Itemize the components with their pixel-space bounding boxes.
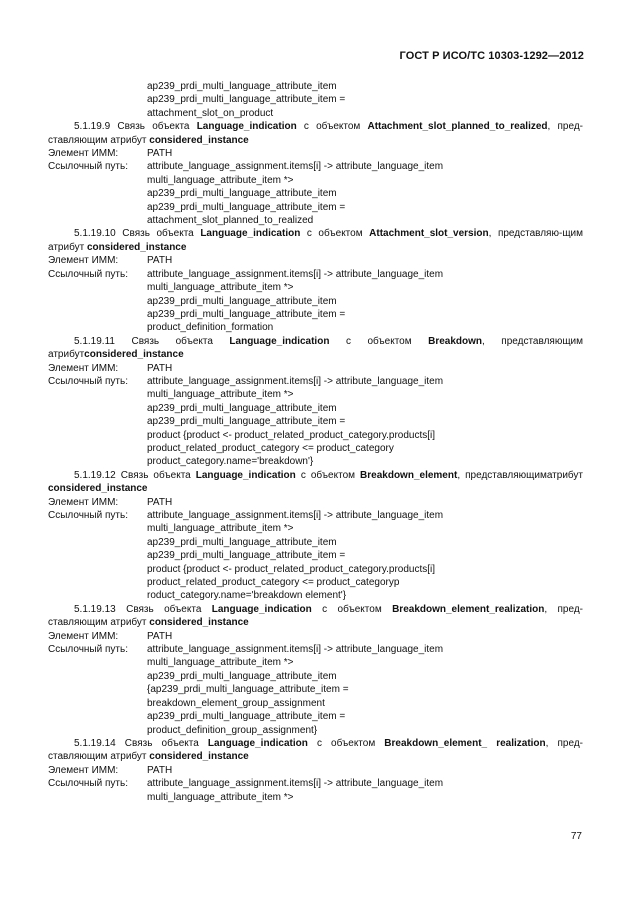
text-fragment: с объектом [295, 469, 361, 481]
element-label: Элемент ИММ: [48, 630, 119, 642]
reference-path-label [48, 214, 147, 227]
section-heading [48, 469, 583, 496]
path-value: ap239_prdi_multi_language_attribute_item = [147, 550, 346, 562]
path-line [48, 724, 583, 737]
path-value: multi_language_attribute_item *> [147, 657, 294, 669]
text-fragment: щим атрибут [48, 228, 584, 253]
path-value: product_definition_formation [147, 322, 274, 334]
path-line [48, 174, 583, 187]
section-heading [48, 120, 583, 147]
element-label: Элемент ИММ: [48, 764, 119, 776]
reference-path-label [48, 536, 147, 549]
target-entity: Breakdown_element_ realization [384, 737, 546, 749]
attribute-name: considered_instance [48, 483, 148, 495]
section-heading [48, 737, 583, 764]
reference-path-label [48, 308, 147, 321]
reference-path-label [48, 455, 147, 468]
reference-path-label: Ссылочный путь: [48, 778, 128, 790]
text-fragment: Связь объекта [126, 603, 212, 615]
entity-name: Language_indication [195, 469, 296, 481]
reference-path-label [48, 563, 147, 576]
text-fragment: с объектом [311, 603, 393, 615]
section-number: 5.1.19.11 [74, 335, 115, 347]
path-value: ap239_prdi_multi_language_attribute_item = [147, 416, 346, 428]
reference-path-row [48, 268, 583, 281]
text-fragment [115, 336, 132, 347]
path-value: {ap239_prdi_multi_language_attribute_item = [147, 684, 349, 696]
path-line [48, 576, 583, 589]
path-line [48, 429, 583, 442]
path-line [48, 295, 583, 308]
reference-path-row [48, 375, 583, 388]
path-value: ap239_prdi_multi_language_attribute_item = [147, 201, 346, 213]
reference-path-label: Ссылочный путь: [48, 161, 128, 173]
reference-path-label [48, 187, 147, 200]
reference-path-label [48, 549, 147, 562]
reference-path-label [48, 429, 147, 442]
text-fragment: атрибут [546, 469, 584, 481]
target-entity: Breakdown_element [360, 469, 458, 481]
path-value: ap239_prdi_multi_language_attribute_item = [147, 711, 346, 723]
path-value: attribute_language_assignment.items[i] -> attribute_language_item [147, 161, 444, 173]
path-value: ap239_prdi_multi_language_attribute_item [147, 402, 337, 414]
reference-path-label: Ссылочный путь: [48, 375, 128, 387]
reference-path-label [48, 174, 147, 187]
reference-path-label [48, 522, 147, 535]
element-row [48, 764, 583, 777]
reference-path-label [48, 281, 147, 294]
element-row [48, 362, 583, 375]
section-heading [48, 227, 583, 254]
path-line [48, 187, 583, 200]
text-fragment: ставляющим атрибут [48, 617, 150, 629]
element-row [48, 630, 583, 643]
reference-path-label [48, 683, 147, 696]
text-fragment: , пред- [544, 603, 583, 615]
entity-name: Language_indication [229, 335, 330, 347]
target-entity: Attachment_slot_planned_to_realized [367, 121, 548, 133]
reference-path-row [48, 509, 583, 522]
text-fragment: , представляющим [457, 469, 547, 481]
path-line [48, 563, 583, 576]
page-header: ГОСТ Р ИСО/ТС 10303-1292—2012 [399, 50, 584, 62]
path-line [48, 455, 583, 468]
reference-path-label [48, 791, 147, 804]
path-value: ap239_prdi_multi_language_attribute_item [147, 295, 337, 307]
text-fragment: Связь объекта [120, 469, 196, 481]
page-number: 77 [570, 831, 582, 842]
reference-path-label: Ссылочный путь: [48, 268, 128, 280]
attribute-name: considered_instance [149, 134, 249, 146]
reference-path-label [48, 576, 147, 589]
path-line [48, 522, 583, 535]
element-label: Элемент ИММ: [48, 255, 119, 267]
text-fragment: , пред- [547, 121, 583, 133]
element-label: Элемент ИММ: [48, 496, 119, 508]
path-value: attribute_language_assignment.items[i] -> attribute_language_item [147, 510, 444, 521]
text-fragment: Связь объекта [131, 335, 230, 347]
path-line [48, 402, 583, 415]
reference-path-label [48, 697, 147, 710]
reference-path-label [48, 670, 147, 683]
path-value: roduct_category.name='breakdown element'} [147, 590, 347, 602]
text-fragment [116, 604, 126, 615]
target-entity: Attachment_slot_version [369, 228, 489, 240]
entity-name: Language_indication [196, 121, 297, 133]
reference-path-row [48, 777, 583, 790]
path-value: multi_language_attribute_item *> [147, 523, 294, 535]
path-line [48, 656, 583, 669]
path-line [48, 697, 583, 710]
reference-path-label [48, 415, 147, 428]
element-value: PATH [147, 496, 173, 508]
reference-path-label [48, 321, 147, 334]
path-value: multi_language_attribute_item *> [147, 174, 294, 186]
reference-path-label [48, 589, 147, 602]
path-line: ap239_prdi_multi_language_attribute_item [147, 81, 337, 92]
target-entity: Breakdown_element_realization [392, 603, 545, 615]
section-number: 5.1.19.12 [74, 469, 116, 481]
element-value: PATH [147, 362, 173, 374]
path-line [48, 442, 583, 455]
path-value: product_definition_group_assignment} [147, 724, 318, 736]
reference-path-label [48, 201, 147, 214]
element-value: PATH [147, 148, 173, 160]
path-value: multi_language_attribute_item *> [147, 791, 294, 803]
element-label: Элемент ИММ: [48, 148, 119, 160]
attribute-name: considered_instance [149, 751, 249, 763]
section-number: 5.1.19.13 [74, 603, 116, 615]
text-fragment: с объектом [307, 737, 385, 749]
entity-name: Language_indication [207, 737, 308, 749]
path-line [48, 589, 583, 602]
path-value: multi_language_attribute_item *> [147, 389, 294, 401]
section-number: 5.1.19.9 [74, 121, 111, 133]
target-entity: Breakdown [428, 335, 483, 347]
path-line [48, 281, 583, 294]
text-fragment: с объектом [329, 335, 429, 347]
path-line [48, 321, 583, 334]
path-line [48, 683, 583, 696]
reference-path-label: Ссылочный путь: [48, 510, 128, 521]
reference-path-label [48, 710, 147, 723]
path-line [48, 670, 583, 683]
reference-path-row [48, 160, 583, 173]
path-line [48, 415, 583, 428]
path-value: breakdown_element_group_assignment [147, 697, 325, 709]
path-line [48, 214, 583, 227]
reference-path-label [48, 442, 147, 455]
path-line [48, 388, 583, 401]
reference-path-label [48, 402, 147, 415]
path-line [48, 201, 583, 214]
text-fragment: , представляющим атрибут [48, 335, 584, 361]
document-body [48, 80, 583, 804]
path-line [48, 791, 583, 804]
path-line: attachment_slot_on_product [147, 107, 274, 119]
element-row [48, 254, 583, 267]
reference-path-label: Ссылочный путь: [48, 644, 128, 656]
entity-name: Language_indication [211, 603, 312, 615]
text-fragment [116, 738, 125, 749]
text-fragment: Связь объекта [124, 737, 208, 749]
path-line [48, 308, 583, 321]
path-value: multi_language_attribute_item *> [147, 282, 294, 294]
path-line [48, 549, 583, 562]
text-fragment: Связь объекта [122, 228, 201, 240]
path-value: product_related_product_category <= product_category [147, 442, 394, 454]
reference-path-row [48, 643, 583, 656]
path-line [48, 536, 583, 549]
section-number: 5.1.19.14 [74, 737, 116, 749]
path-value: attribute_language_assignment.items[i] -> attribute_language_item [147, 375, 444, 387]
path-value: product {product <- product_related_product_category.products[i] [147, 563, 436, 575]
path-value: ap239_prdi_multi_language_attribute_item [147, 536, 337, 548]
path-value: ap239_prdi_multi_language_attribute_item [147, 188, 337, 200]
section-heading [48, 335, 583, 362]
reference-path-label [48, 656, 147, 669]
path-value: ap239_prdi_multi_language_attribute_item = [147, 308, 346, 320]
path-line: ap239_prdi_multi_language_attribute_item = [147, 94, 346, 106]
attribute-name: considered_instance [86, 241, 187, 253]
section-heading [48, 603, 583, 630]
reference-path-label [48, 295, 147, 308]
path-value: attribute_language_assignment.items[i] -> attribute_language_item [147, 778, 444, 790]
path-line [48, 710, 583, 723]
path-value: product_category.name='breakdown'} [147, 456, 314, 468]
path-value: attribute_language_assignment.items[i] -> attribute_language_item [147, 268, 444, 280]
text-fragment: с объектом [296, 121, 368, 133]
path-value: ap239_prdi_multi_language_attribute_item [147, 670, 337, 682]
element-value: PATH [147, 764, 173, 776]
element-value: PATH [147, 255, 173, 267]
path-value: product_related_product_category <= product_categoryp [147, 577, 400, 589]
attribute-name: considered_instance [84, 349, 184, 361]
text-fragment: с объектом [300, 228, 370, 240]
element-value: PATH [147, 630, 173, 642]
element-label: Элемент ИММ: [48, 362, 119, 374]
reference-path-label [48, 388, 147, 401]
path-value: product {product <- product_related_product_category.products[i] [147, 429, 436, 441]
text-fragment: , представляю- [488, 228, 563, 240]
entity-name: Language_indication [200, 228, 301, 240]
text-fragment: ставляющим атрибут [48, 751, 150, 763]
attribute-name: considered_instance [149, 617, 249, 629]
reference-path-label [48, 724, 147, 737]
path-value: attribute_language_assignment.items[i] -> attribute_language_item [147, 644, 444, 656]
element-row [48, 496, 583, 509]
element-row [48, 147, 583, 160]
text-fragment: ставляющим атрибут [48, 134, 150, 146]
text-fragment: , пред- [545, 737, 583, 749]
text-fragment: Связь объекта [117, 121, 197, 133]
section-number: 5.1.19.10 [74, 228, 116, 240]
path-value: attachment_slot_planned_to_realized [147, 215, 314, 227]
